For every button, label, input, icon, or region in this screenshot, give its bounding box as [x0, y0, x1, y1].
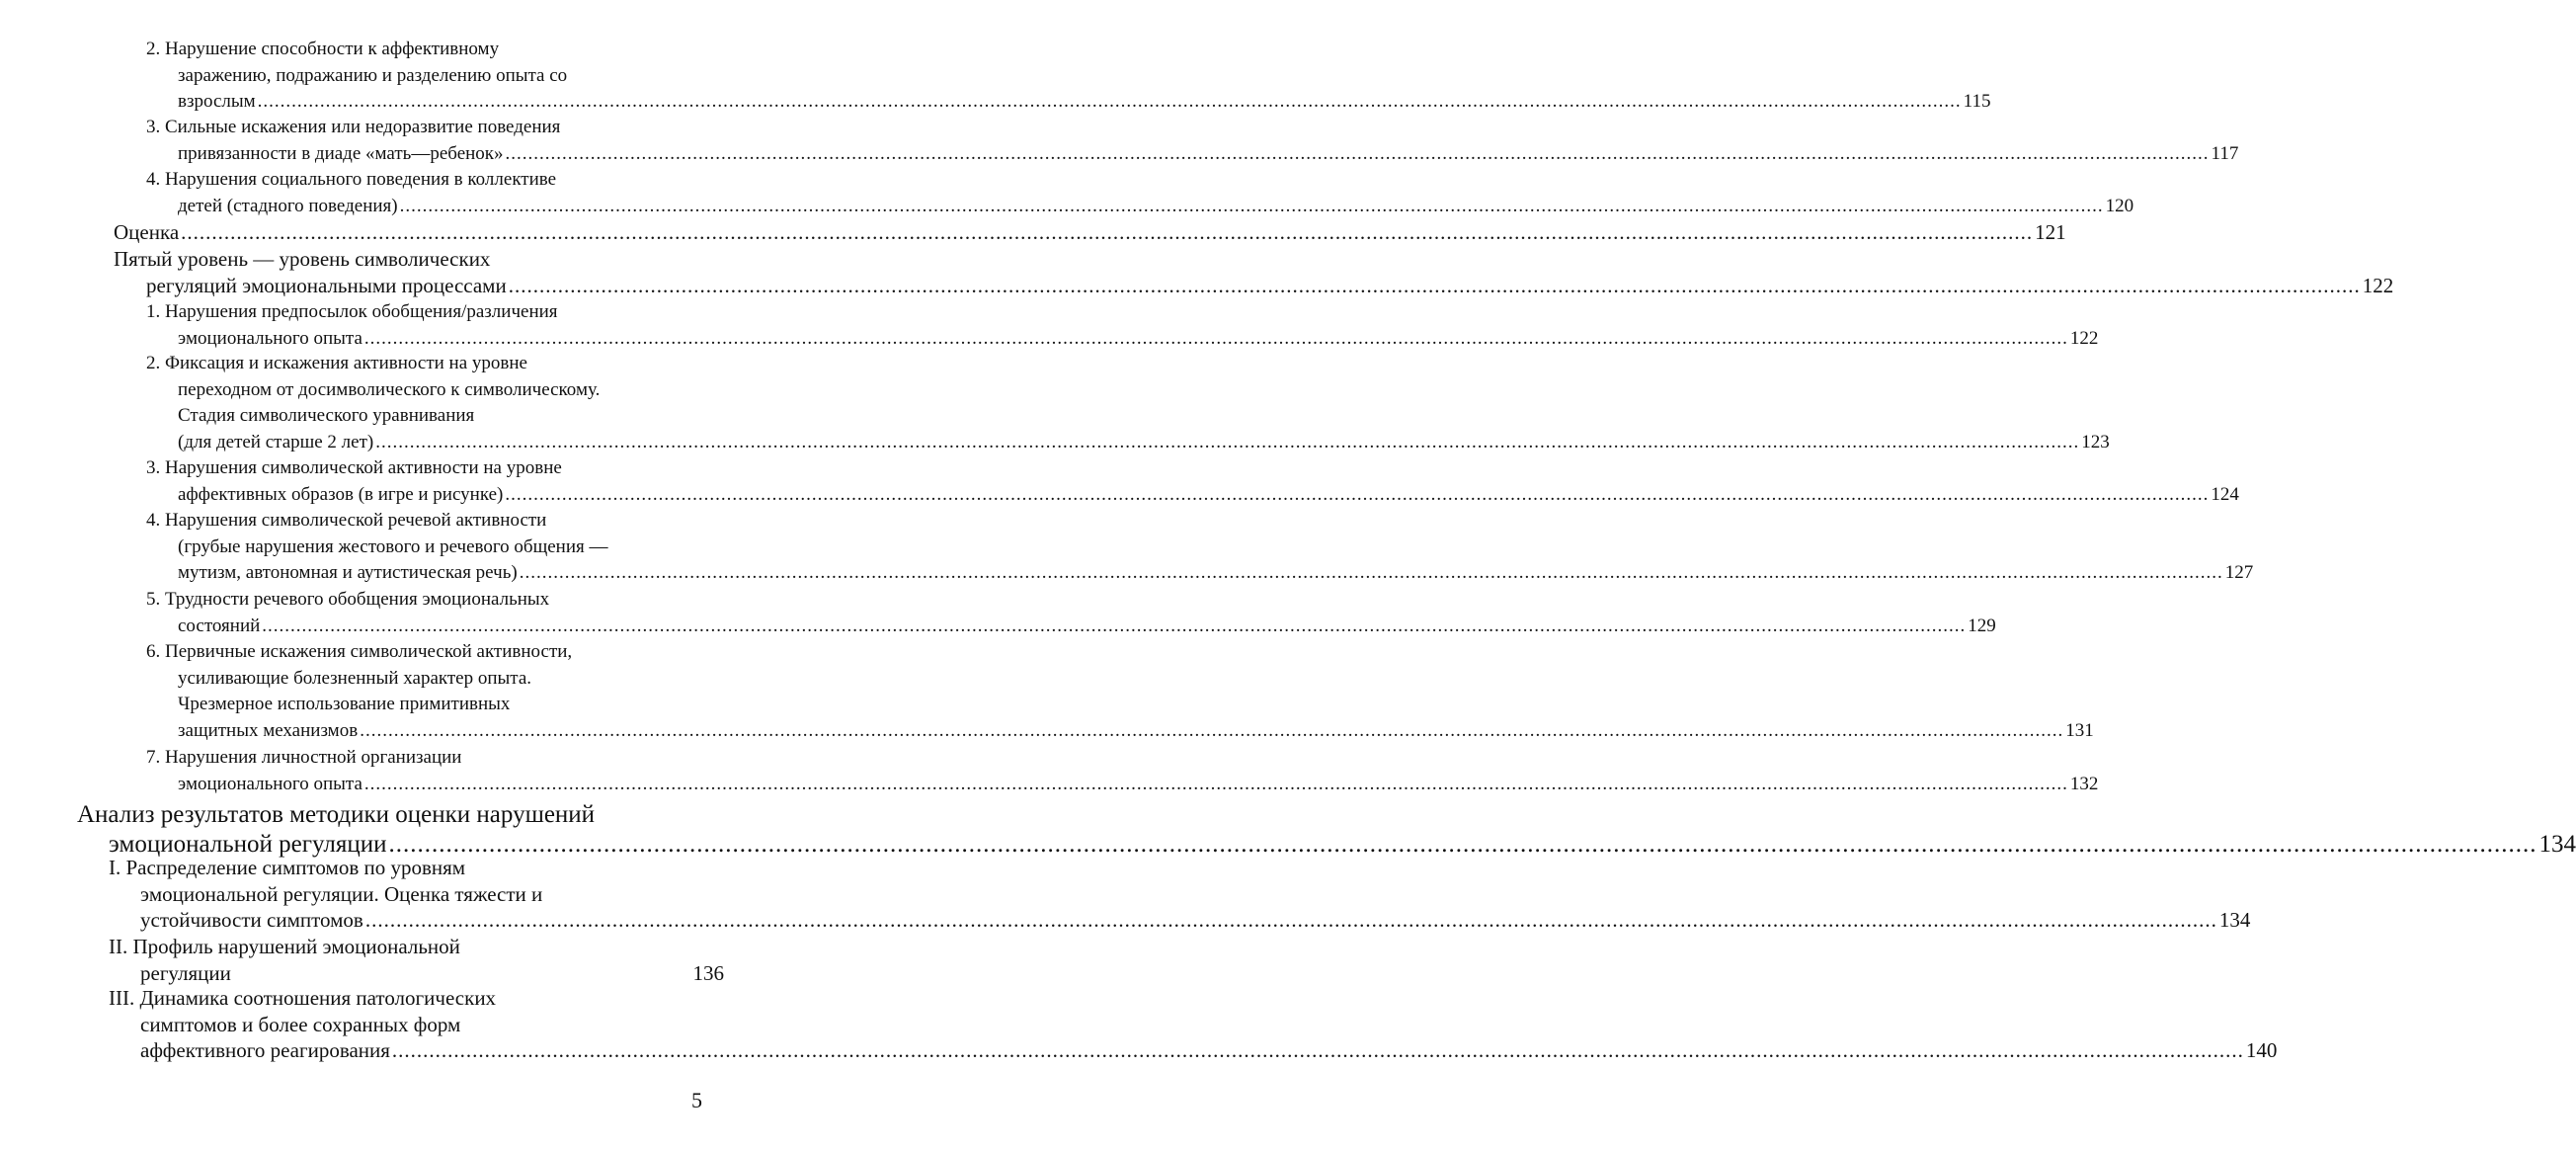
toc-entry-title: Стадия символического уравнивания	[178, 405, 475, 426]
toc-entry-title: III. Динамика соотношения патологических	[109, 986, 497, 1010]
toc-entry-title: эмоционального опыта	[178, 327, 362, 349]
toc-entry-title: привязанности в диаде «мать—ребенок»	[178, 142, 504, 164]
toc-entry-title: аффективного реагирования	[140, 1038, 390, 1062]
toc-page-number: 134	[2218, 908, 2251, 932]
dot-leader: ............................................................................................................................................................................................................................................................................................................	[519, 562, 2223, 583]
toc-page-number: 129	[1968, 615, 1996, 636]
toc-entry-title: Анализ результатов методики оценки нарушений	[77, 801, 596, 828]
dot-leader: ............................................................................................................................................................................................................................................................................................................	[508, 273, 2361, 297]
toc-page-number: 131	[2065, 719, 2094, 741]
dot-leader: ............................................................................................................................................................................................................................................................................................................	[399, 195, 2104, 216]
dot-leader: ............................................................................................................................................................................................................................................................................................................	[375, 431, 2080, 452]
toc-entry-last-line	[140, 908, 2251, 932]
toc-entry-title: I. Распределение симптомов по уровням	[109, 856, 466, 879]
toc-entry-title: состояний	[178, 615, 261, 636]
toc-page-number: 122	[2069, 327, 2099, 349]
toc-entry-title: защитных механизмов	[178, 719, 359, 741]
dot-leader: ............................................................................................................................................................................................................................................................................................................	[181, 220, 2034, 244]
toc-entry-title: Пятый уровень — уровень символических	[114, 247, 491, 271]
dot-leader: ............................................................................................................................................................................................................................................................................................................	[505, 483, 2210, 505]
toc-entry-title: эмоциональной регуляции. Оценка тяжести и	[140, 881, 543, 906]
toc-page-number: 121	[2035, 220, 2066, 244]
dot-leader: ............................................................................................................................................................................................................................................................................................................	[360, 719, 2064, 741]
toc-entry-title: симптомов и более сохранных форм	[140, 1012, 461, 1036]
toc-page-number: 124	[2211, 483, 2239, 505]
toc-page-number: 136	[692, 960, 724, 985]
toc-entry-title: заражению, подражанию и разделению опыта со	[178, 64, 568, 86]
toc-entry-title: Чрезмерное использование примитивных	[178, 694, 511, 714]
toc-entry-last-line	[178, 562, 2254, 583]
toc-entry-last-line	[178, 142, 2239, 164]
dot-leader: ............................................................................................................................................................................................................................................................................................................	[257, 91, 1962, 112]
toc-entry-last-line	[146, 273, 2394, 297]
toc-page-number: 140	[2245, 1038, 2278, 1062]
toc-entry-title: Оценка	[114, 220, 180, 244]
dot-leader: ............................................................................................................................................................................................................................................................................................................	[391, 1038, 2244, 1062]
toc-entry-title: II. Профиль нарушений эмоциональной	[109, 935, 460, 958]
toc-page-number: 115	[1963, 91, 1991, 112]
toc-entry-last-line	[114, 220, 2066, 244]
toc-entry-last-line	[178, 327, 2099, 349]
toc-entry-title: регуляции	[140, 960, 231, 985]
toc-entry-title: 7. Нарушения личностной организации	[146, 747, 462, 768]
dot-leader: ............................................................................................................................................................................................................................................................................................................	[363, 327, 2068, 349]
page-number: 5	[691, 1088, 702, 1112]
toc-entry-last-line	[140, 1038, 2278, 1062]
toc-page-number: 123	[2081, 431, 2110, 452]
dot-leader: ............................................................................................................................................................................................................................................................................................................	[388, 831, 2537, 858]
toc-entry-title: 4. Нарушения символической речевой активности	[146, 510, 547, 531]
toc-entry-last-line	[178, 483, 2239, 505]
toc-entry-title: детей (стадного поведения)	[178, 195, 398, 216]
toc-entry-last-line	[178, 195, 2134, 216]
dot-leader: ............................................................................................................................................................................................................................................................................................................	[262, 615, 1967, 636]
toc-entry-title: аффективных образов (в игре и рисунке)	[178, 483, 504, 505]
toc-entry-title: взрослым	[178, 91, 256, 112]
toc-entry-title: эмоционального опыта	[178, 773, 362, 794]
toc-entry-title: 2. Нарушение способности к аффективному	[146, 39, 500, 59]
toc-page-number: 117	[2211, 142, 2239, 164]
toc-entry-title: регуляций эмоциональными процессами	[146, 273, 507, 297]
toc-entry-last-line	[178, 91, 1991, 112]
toc-entry-title: устойчивости симптомов	[140, 908, 363, 932]
toc-entry-title: усиливающие болезненный характер опыта.	[178, 667, 532, 689]
toc-entry-title: (для детей старше 2 лет)	[178, 431, 374, 452]
toc-page-number: 132	[2069, 773, 2099, 794]
toc-entry-title: эмоциональной регуляции	[109, 831, 387, 858]
toc-entry-last-line	[178, 719, 2094, 741]
dot-leader: ............................................................................................................................................................................................................................................................................................................	[363, 773, 2068, 794]
toc-entry-last-line	[140, 960, 724, 985]
toc-entry-last-line	[178, 615, 1996, 636]
toc-entry-last-line	[109, 831, 2576, 858]
toc-entry-title: (грубые нарушения жестового и речевого общения —	[178, 535, 608, 557]
toc-entry-title: 2. Фиксация и искажения активности на уровне	[146, 353, 527, 373]
toc-page-number: 120	[2105, 195, 2134, 216]
toc-entry-title: 6. Первичные искажения символической активности,	[146, 641, 573, 662]
toc-page-number: 122	[2362, 273, 2394, 297]
dot-leader: ............................................................................................................................................................................................................................................................................................................	[364, 908, 2217, 932]
toc-entry-title: мутизм, автономная и аутистическая речь)	[178, 562, 518, 583]
toc-entry-last-line	[178, 773, 2099, 794]
toc-entry-title: 3. Нарушения символической активности на уровне	[146, 457, 562, 478]
toc-entry-title: 3. Сильные искажения или недоразвитие поведения	[146, 117, 561, 137]
toc-entry-title: переходном от досимволического к символическому.	[178, 378, 601, 400]
toc-entry-title: 5. Трудности речевого обобщения эмоциональных	[146, 589, 550, 610]
toc-entry-title: 1. Нарушения предпосылок обобщения/различения	[146, 301, 558, 322]
toc-page-number: 134	[2538, 831, 2576, 858]
toc-entry-title: 4. Нарушения социального поведения в коллективе	[146, 169, 557, 190]
dot-leader: ............................................................................................................................................................................................................................................................................................................	[505, 142, 2210, 164]
toc-page-number: 127	[2224, 562, 2254, 583]
toc-entry-last-line	[178, 431, 2110, 452]
